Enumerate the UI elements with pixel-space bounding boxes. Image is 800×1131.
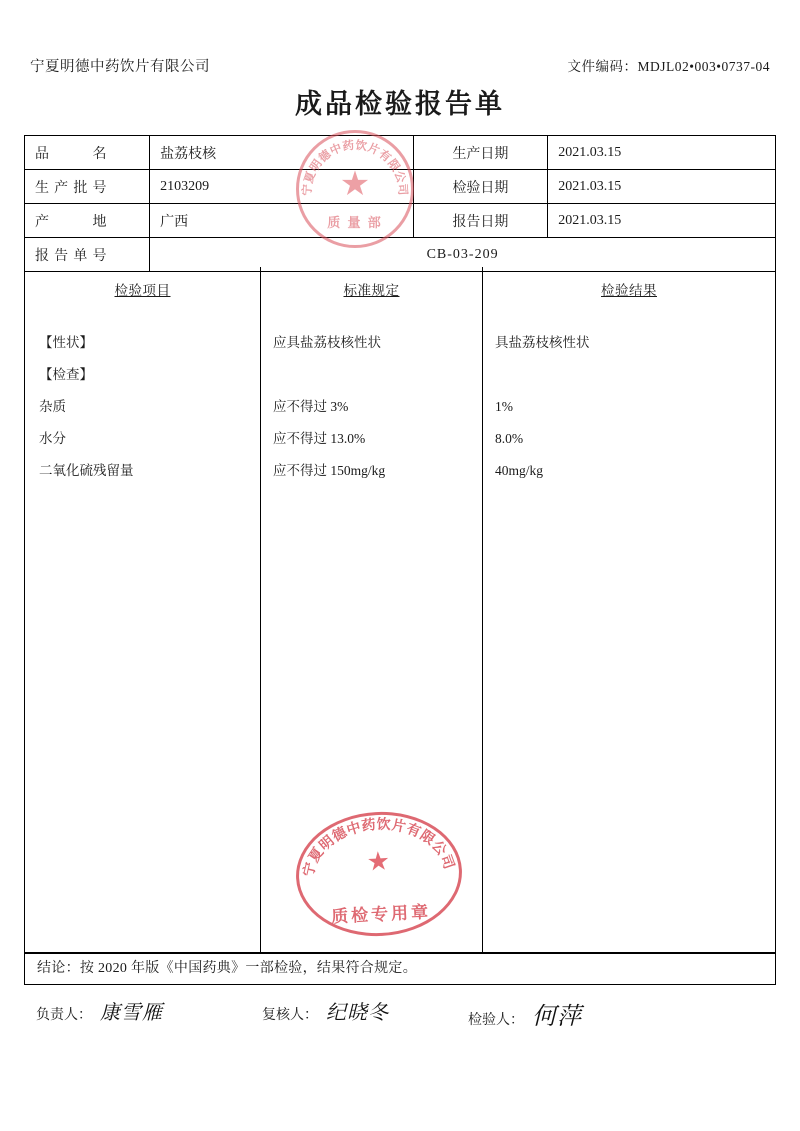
column-header-result: 检验结果: [601, 283, 657, 298]
report-no-label: 报告单号: [25, 238, 150, 272]
table-row: [25, 204, 776, 238]
manager-label: 负责人：: [36, 1008, 92, 1023]
origin-label: 产 地: [25, 204, 150, 238]
document-code-label: 文件编码：: [567, 59, 638, 74]
list-item: 具盐荔枝核性状: [495, 335, 590, 350]
list-item: 应不得过 3%: [273, 399, 349, 414]
signature-area: [24, 992, 776, 1034]
manager-signature: [36, 996, 163, 1025]
column-header-item: 检验项目: [114, 283, 171, 298]
list-item: 应不得过 150mg/kg: [273, 463, 386, 478]
reviewer-name: 纪晓冬: [326, 1002, 389, 1024]
list-item: 8.0%: [495, 431, 524, 446]
list-item: 水分: [39, 431, 66, 446]
results-column-result: [483, 267, 775, 952]
reviewer-signature: [262, 996, 389, 1025]
report-date-value: 2021.03.15: [548, 204, 776, 238]
results-column-standard: [261, 267, 483, 952]
company-name: 宁夏明德中药饮片有限公司: [30, 59, 210, 75]
product-name-value: 盐荔枝核: [150, 136, 413, 170]
origin-value: 广西: [150, 204, 413, 238]
production-date-label: 生产日期: [413, 136, 548, 170]
list-item: 40mg/kg: [495, 463, 544, 478]
inspector-signature: [468, 996, 582, 1031]
batch-label: 生产批号: [25, 170, 150, 204]
column-header-standard: 标准规定: [343, 283, 400, 298]
production-date-value: 2021.03.15: [548, 136, 776, 170]
svg-text:宁夏明德中药饮片有限公司: 宁夏明德中药饮片有限公司: [301, 139, 409, 197]
document-code-value: MDJL02•003•0737-04: [637, 59, 770, 74]
reviewer-label: 复核人：: [262, 1008, 318, 1023]
inspect-date-label: 检验日期: [413, 170, 548, 204]
svg-text:宁夏明德中药饮片有限公司: 宁夏明德中药饮片有限公司: [301, 817, 456, 879]
table-row: [25, 170, 776, 204]
list-item: 杂质: [39, 399, 66, 414]
batch-value: 2103209: [150, 170, 413, 204]
page-title: 成品检验报告单: [295, 89, 505, 119]
list-item: 1%: [495, 399, 513, 414]
list-item: 【性状】: [39, 335, 93, 350]
document-code: [568, 55, 770, 75]
list-item: 二氧化硫残留量: [39, 463, 134, 478]
stamp-star-icon: ★: [339, 165, 371, 203]
report-no-value: CB-03-209: [150, 238, 776, 272]
document-header: [30, 55, 770, 76]
report-date-label: 报告日期: [413, 204, 548, 238]
stamp-star-icon: ★: [365, 846, 391, 877]
item-rows: [25, 327, 260, 487]
stamp-subtitle-bottom: 质检专用章: [330, 902, 432, 927]
standard-rows: [261, 327, 482, 487]
inspector-name: 何萍: [532, 1004, 582, 1030]
inspector-label: 检验人：: [468, 1013, 524, 1028]
info-table: [24, 135, 776, 272]
list-item: 【检查】: [39, 367, 93, 382]
list-item: 应不得过 13.0%: [273, 431, 366, 446]
stamp-subtitle-top: 质 量 部: [327, 215, 383, 230]
list-item: 应具盐荔枝核性状: [273, 335, 381, 350]
results-grid: [24, 267, 776, 953]
result-rows: [483, 327, 775, 487]
inspect-date-value: 2021.03.15: [548, 170, 776, 204]
results-column-item: [25, 267, 261, 952]
product-name-label: 品 名: [25, 136, 150, 170]
table-row: [25, 136, 776, 170]
conclusion-text: 结论：按 2020 年版《中国药典》一部检验，结果符合规定。: [24, 953, 776, 985]
manager-name: 康雪雁: [100, 1002, 163, 1024]
